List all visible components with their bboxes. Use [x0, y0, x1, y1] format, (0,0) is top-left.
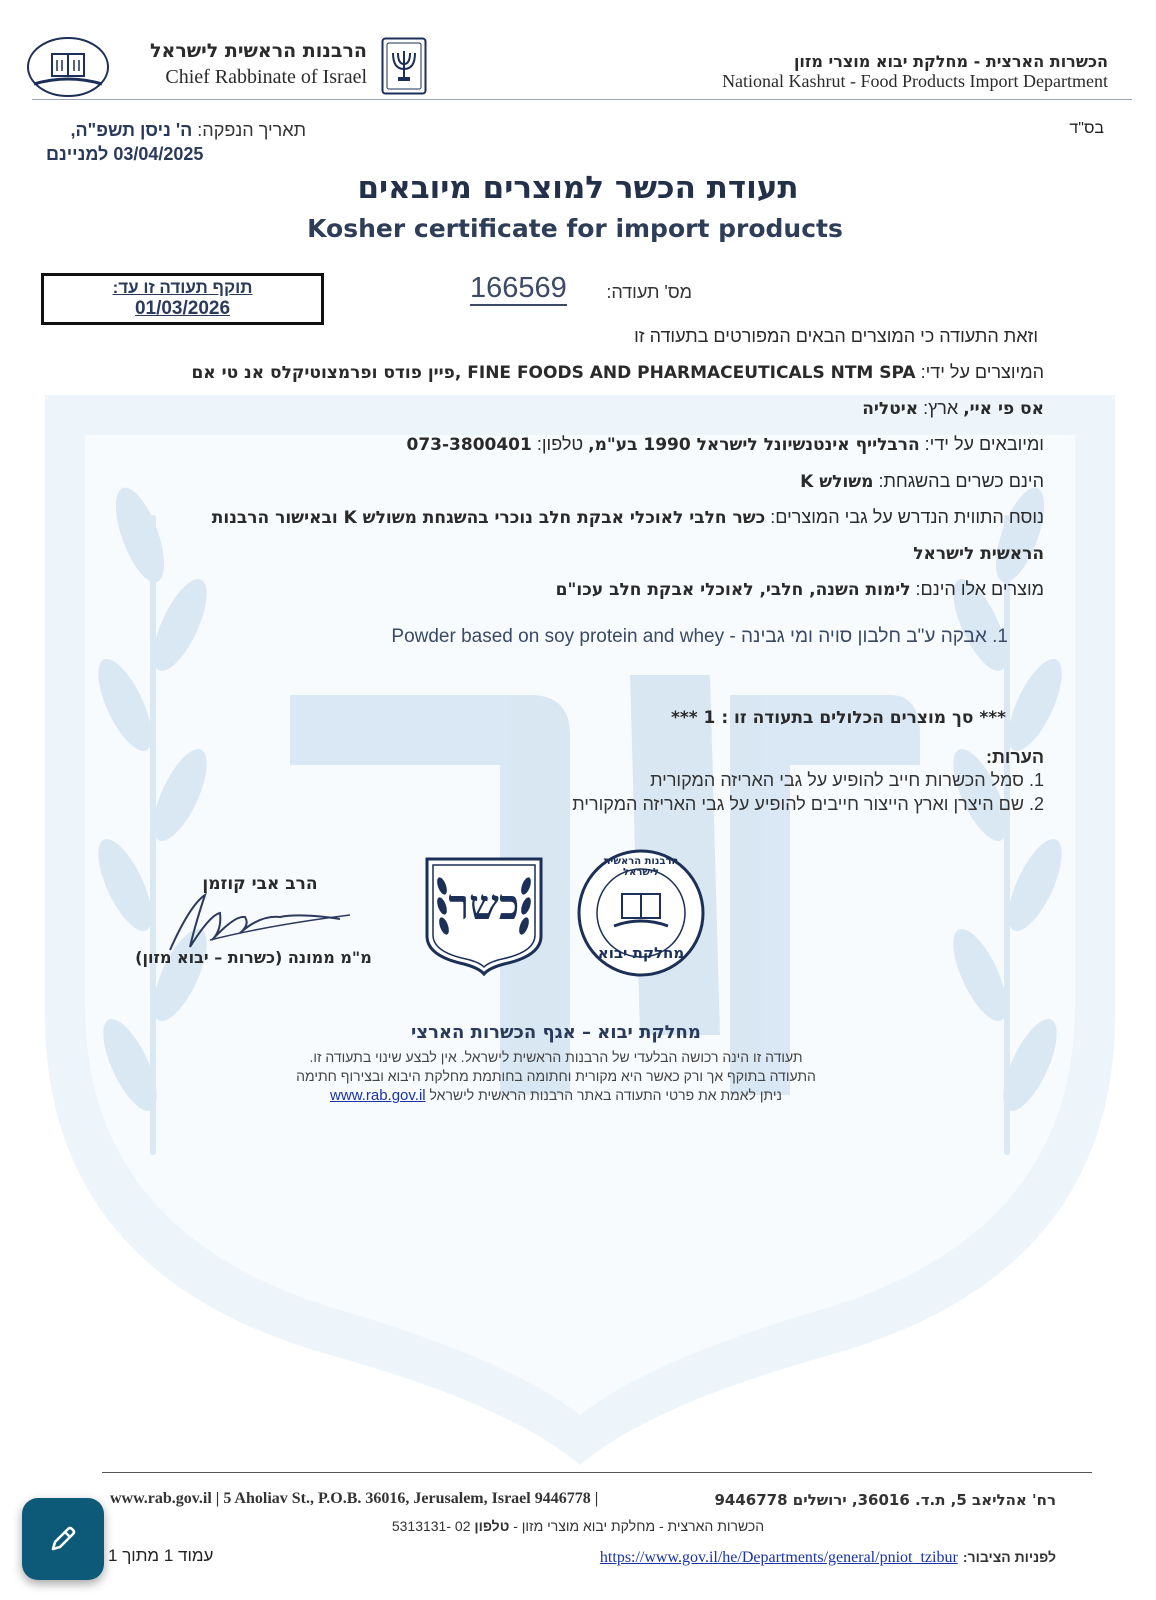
- products-desc: לימות השנה, חלבי, לאוכלי אבקת חלב עכו"ם: [555, 580, 911, 600]
- import-dept-seal: [576, 848, 706, 978]
- seal-top-text: הרבנות הראשית לישראל: [603, 856, 679, 878]
- products-type-line: [556, 579, 1044, 600]
- rabbinate-logo: [26, 36, 110, 98]
- footer-public-label: לפניות הציבור:: [962, 1549, 1056, 1565]
- footer-phone: 02 -5313131: [391, 1518, 471, 1534]
- validity-date: 01/03/2026: [134, 298, 231, 319]
- page-indicator: עמוד 1 מתוך 1: [108, 1546, 214, 1565]
- footer-dept-he: הכשרות הארצית - מחלקת יבוא מוצרי מזון -: [513, 1518, 765, 1534]
- seal-bottom-text: מחלקת יבוא: [597, 944, 685, 962]
- phone-value: 073-3800401: [406, 435, 532, 455]
- issue-hebrew-date: ה' ניסן תשפ"ה,: [70, 120, 193, 140]
- certificate-label: מס' תעודה:: [606, 282, 692, 302]
- country-label: ארץ:: [923, 398, 959, 418]
- public-inquiries-link[interactable]: https://www.gov.il/he/Departments/general/pniot_tzibur: [599, 1549, 958, 1566]
- bsd-mark: בס"ד: [1069, 120, 1104, 137]
- product-index: 1.: [992, 626, 1008, 647]
- footer-public-line: [600, 1547, 1056, 1567]
- title-he: תעודת הכשר למוצרים מיובאים: [357, 170, 799, 206]
- total-products-line: [671, 708, 1006, 728]
- header-divider: [32, 99, 1132, 100]
- note-item-2: 2. שם היצרן וארץ הייצור חייבים להופיע על גבי האריזה המקורית: [572, 794, 1044, 814]
- department-line2: התעודה בתוקף אך ורק כאשר היא מקורית וחתומה בחותמת מחלקת היבוא ובצירוף חתימה: [296, 1068, 816, 1084]
- header-rabbinate-en: Chief Rabbinate of Israel: [165, 66, 367, 88]
- department-line1: תעודה זו הינה רכושה הבלעדי של הרבנות הראשית לישראל. אין לבצע שינוי בתעודה זו.: [309, 1049, 803, 1065]
- department-line3: [0, 1087, 1112, 1104]
- manufacturer-line2: [862, 398, 1044, 419]
- wording-label: נוסח התווית הנדרש על גבי המוצרים:: [770, 507, 1044, 527]
- manufacturer-name-cont: אס פי איי,: [963, 399, 1044, 419]
- wording-line2: [913, 543, 1044, 564]
- header-dept-en: National Kashrut - Food Products Import Department: [722, 71, 1108, 91]
- supervision-value: משולש K: [800, 472, 874, 492]
- footer-phone-label: טלפון: [474, 1518, 510, 1534]
- issue-gregorian-date: 03/04/2025 למניינם: [46, 144, 204, 164]
- wording-value: כשר חלבי לאוכלי אבקת חלב נוכרי בהשגחת משולש K ובאישור הרבנות: [211, 508, 766, 528]
- importer-line: [407, 434, 1045, 455]
- total-text: *** סך מוצרים הכלולים בתעודה זו :: [721, 708, 1006, 728]
- manufactured-label: המיוצרים על ידי:: [920, 362, 1044, 382]
- importer-name: הרבלייף אינטנשיונל לישראל 1990 בע"מ,: [588, 435, 920, 455]
- intro-line: וזאת התעודה כי המוצרים הבאים המפורטים בתעודה זו: [634, 326, 1038, 346]
- product-name-he: אבקה ע"ב חלבון סויה ומי גבינה -: [729, 626, 987, 647]
- phone-label: טלפון:: [536, 434, 584, 454]
- wording-value-cont: הראשית לישראל: [913, 544, 1044, 564]
- kosher-emblem-text: כשר: [448, 880, 520, 929]
- signatory-role: מ"מ ממונה (כשרות – יבוא מזון): [135, 948, 372, 967]
- supervision-label: הינם כשרים בהשגחת:: [878, 471, 1044, 491]
- edit-fab-button[interactable]: [22, 1498, 104, 1580]
- certificate-number: 166569: [470, 272, 567, 304]
- footer-address-en: www.rab.gov.il | 5 Aholiav St., P.O.B. 36016, Jerusalem, Israel 9446778 |: [110, 1490, 599, 1507]
- manufacturer-name: FINE FOODS AND PHARMACEUTICALS NTM SPA ,פיין פודס ופרמצוטיקלס אנ טי אם: [191, 363, 916, 383]
- issue-date-line1: [46, 120, 306, 141]
- rab-website-link[interactable]: www.rab.gov.il: [330, 1087, 426, 1104]
- footer-divider: [102, 1472, 1092, 1473]
- notes-title: הערות:: [985, 747, 1044, 767]
- title-en: Kosher certificate for import products: [307, 214, 843, 243]
- issue-date-label: תאריך הנפקה:: [197, 120, 306, 140]
- products-label: מוצרים אלו הינם:: [915, 579, 1044, 599]
- menorah-emblem-icon: [381, 37, 427, 95]
- department-verify-text: ניתן לאמת את פרטי התעודה באתר הרבנות הראשית לישראל: [429, 1087, 782, 1103]
- footer-address-he: רח' אהליאב 5, ת.ד. 36016, ירושלים 9446778: [714, 1491, 1056, 1509]
- manufacturer-line: [191, 362, 1044, 383]
- country-value: איטליה: [862, 399, 919, 419]
- total-suffix: ***: [670, 708, 698, 728]
- validity-label: תוקף תעודה זו עד:: [112, 278, 253, 297]
- total-count: 1: [703, 708, 716, 728]
- department-title: מחלקת יבוא – אגף הכשרות הארצי: [411, 1022, 701, 1043]
- supervision-line: [800, 471, 1044, 492]
- validity-box: [41, 273, 324, 325]
- signatory-name: הרב אבי קוזמן: [202, 874, 318, 894]
- footer-dept-line: [0, 1518, 1156, 1534]
- wording-line: [212, 507, 1044, 528]
- imported-label: ומיובאים על ידי:: [924, 434, 1044, 454]
- header-dept-he: הכשרות הארצית - מחלקת יבוא מוצרי מזון: [793, 52, 1108, 71]
- note-item-1: 1. סמל הכשרות חייב להופיע על גבי האריזה המקורית: [650, 770, 1044, 790]
- product-name-en: Powder based on soy protein and whey: [391, 626, 725, 647]
- product-item: [391, 626, 1008, 648]
- kosher-emblem: [424, 856, 544, 976]
- pencil-icon: [46, 1522, 80, 1556]
- header-rabbinate-he: הרבנות הראשית לישראל: [150, 40, 367, 62]
